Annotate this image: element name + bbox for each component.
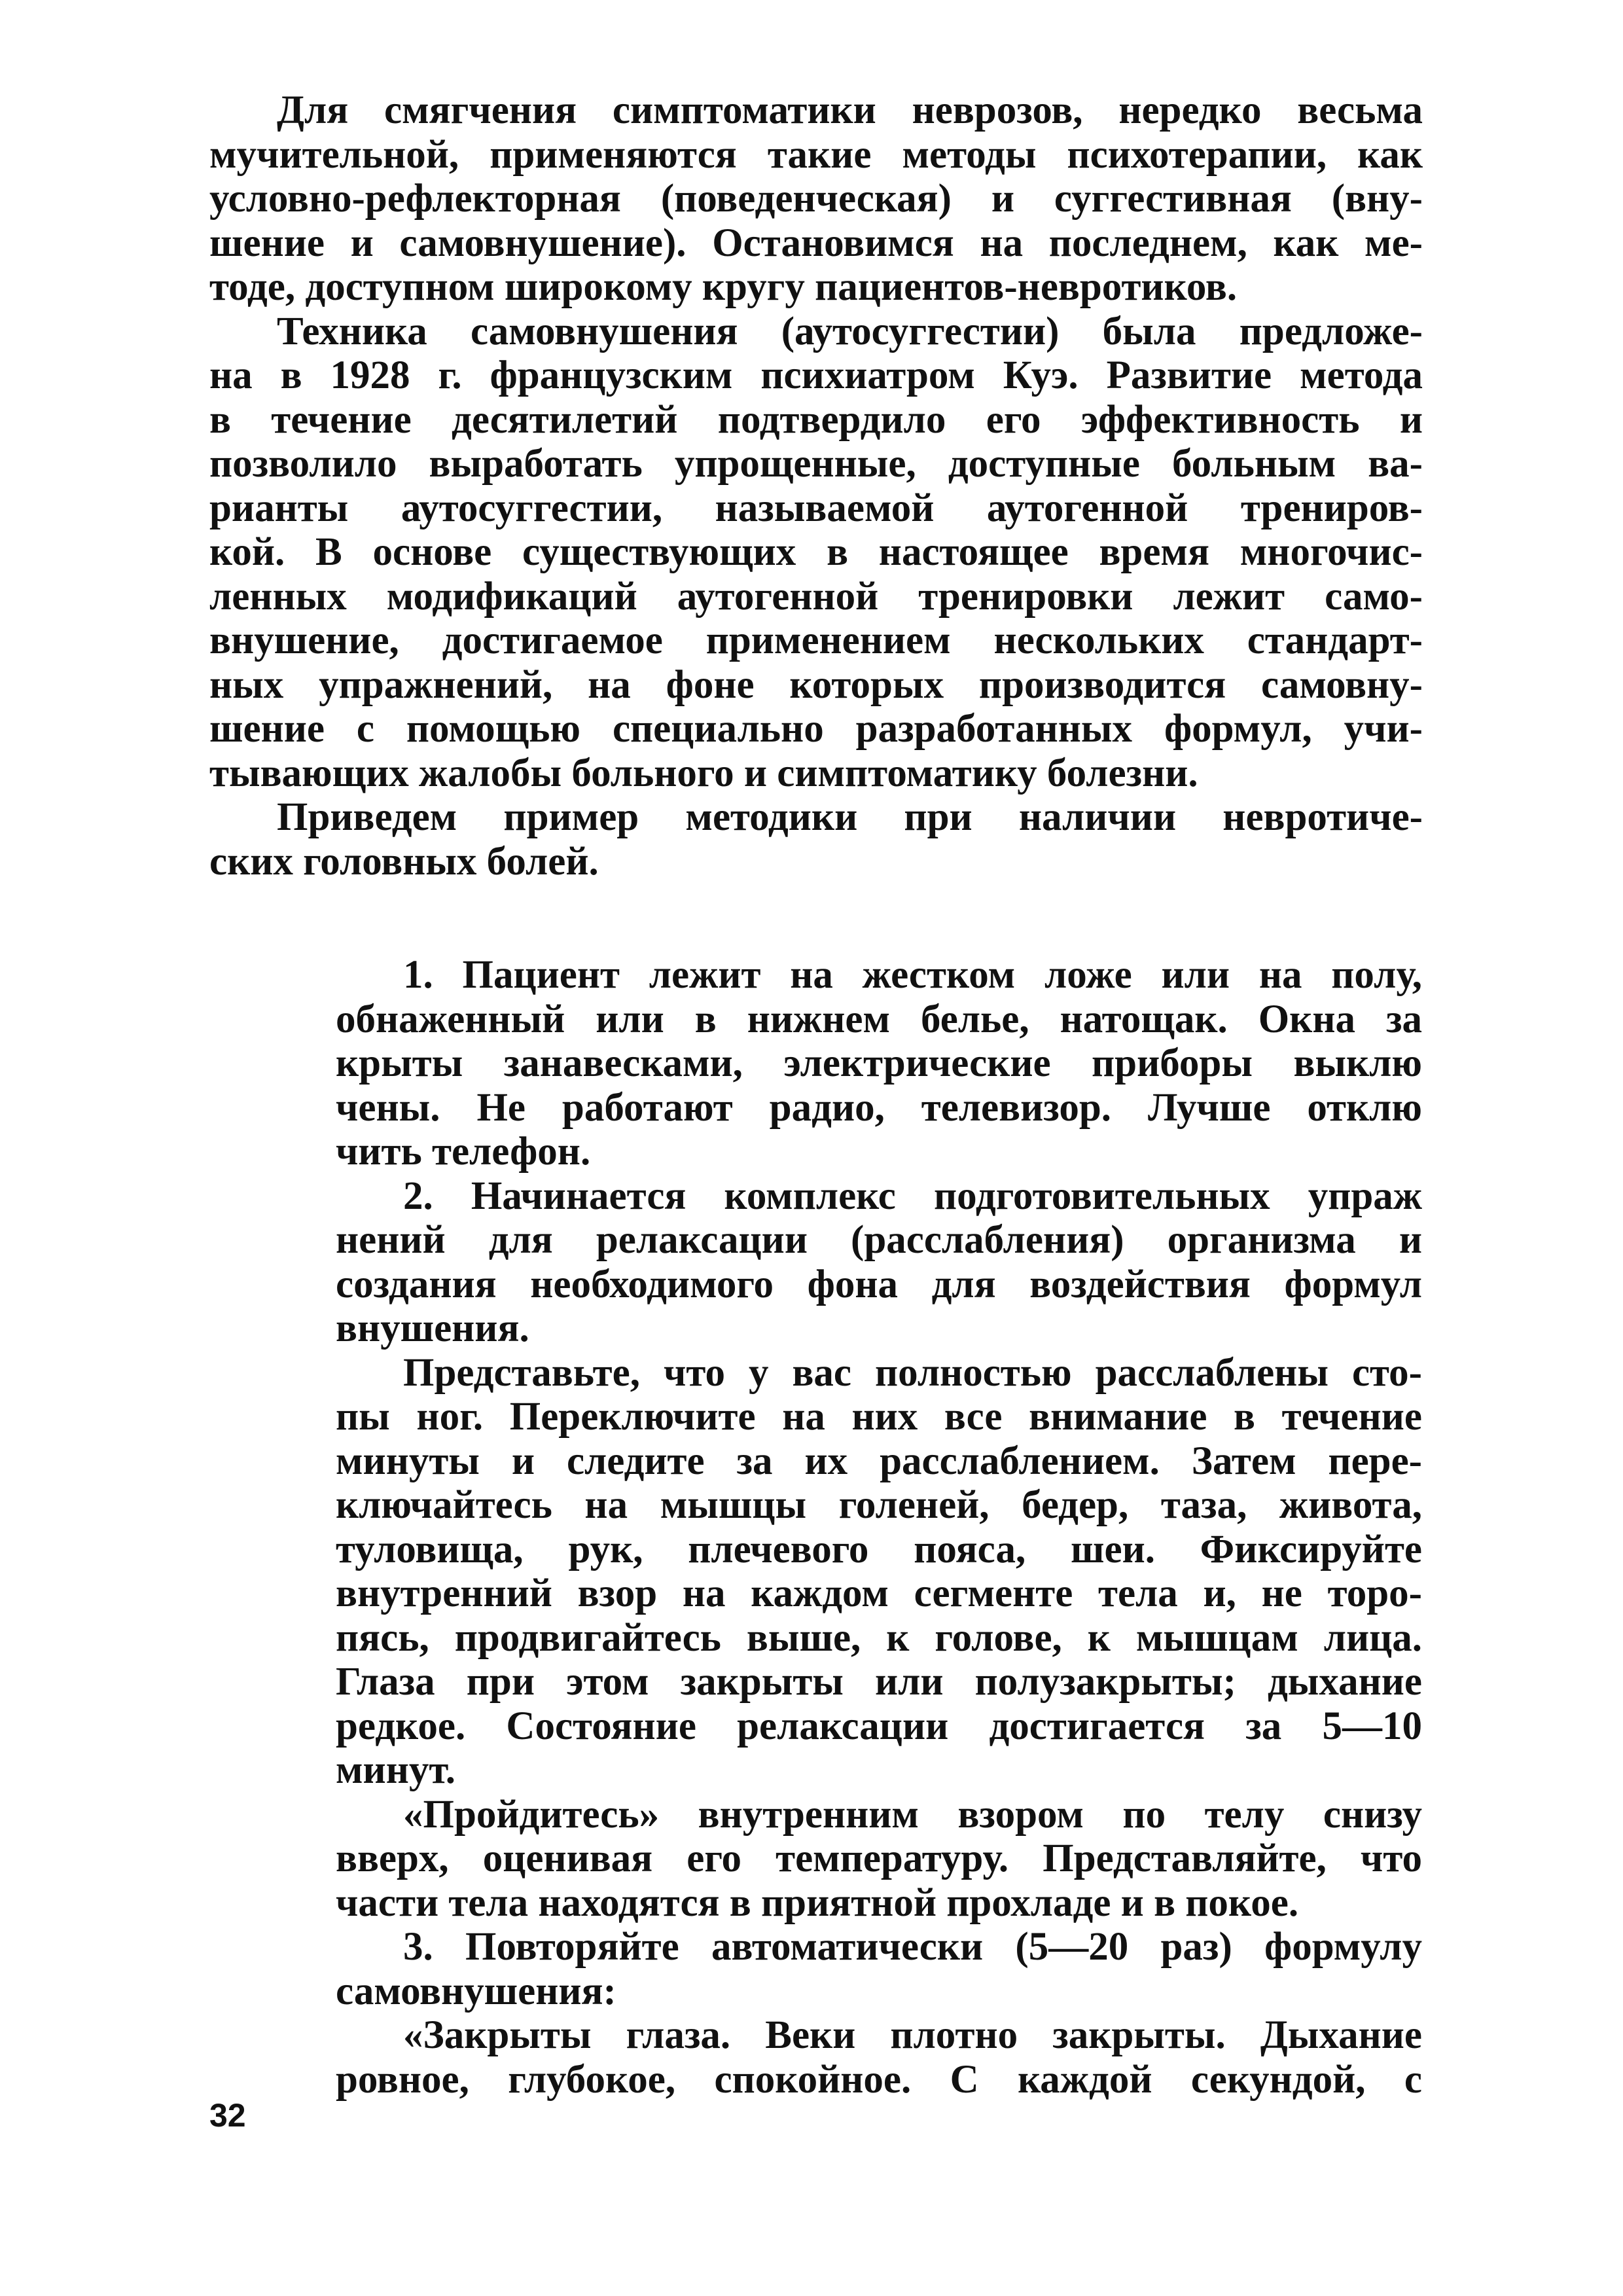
text-line: Глаза при этом закрыты или полузакрыты; дыхание: [336, 1660, 1422, 1704]
text-line: минут.: [336, 1748, 455, 1792]
text-line: тоде, доступном широкому кругу пациентов-невротиков.: [209, 265, 1238, 309]
text-line: кой. В основе существующих в настоящее время многочис-: [209, 530, 1423, 574]
text-line: на в 1928 г. французским психиатром Куэ. Развитие метода: [209, 353, 1423, 397]
text-line: минуты и следите за их расслаблением. Затем пере-: [336, 1439, 1422, 1483]
text-line: 1. Пациент лежит на жестком ложе или на полу,: [403, 953, 1422, 997]
text-line: рианты аутосуггестии, называемой аутогенной трениров-: [209, 486, 1423, 530]
text-line: самовнушения:: [336, 1969, 616, 2013]
text-line: чены. Не работают радио, телевизор. Лучше отклю: [336, 1085, 1422, 1130]
text-line: Приведем пример методики при наличии невротиче-: [277, 795, 1423, 839]
text-line: 2. Начинается комплекс подготовительных упраж: [403, 1174, 1422, 1218]
text-line: Для смягчения симптоматики неврозов, нередко весьма: [277, 88, 1423, 132]
text-line: вверх, оценивая его температуру. Представляйте, что: [336, 1837, 1422, 1880]
text-line: редкое. Состояние релаксации достигается за 5—10: [336, 1704, 1422, 1748]
text-line: внушение, достигаемое применением нескольких стандарт-: [209, 619, 1423, 662]
text-line: обнаженный или в нижнем белье, натощак. Окна за: [336, 997, 1422, 1041]
text-line: пы ног. Переключите на них все внимание в течение: [336, 1395, 1422, 1439]
text-line: ровное, глубокое, спокойное. С каждой секундой, с: [336, 2057, 1422, 2102]
text-line: позволило выработать упрощенные, доступные больным ва-: [209, 442, 1423, 486]
text-line: «Пройдитесь» внутренним взором по телу снизу: [403, 1792, 1422, 1837]
text-line: крыты занавесками, электрические приборы выклю: [336, 1041, 1422, 1085]
intro-text-block: [209, 88, 1423, 884]
text-line: Техника самовнушения (аутосуггестии) была предложе-: [277, 309, 1423, 353]
text-line: 3. Повторяйте автоматически (5—20 раз) формулу: [403, 1925, 1422, 1969]
text-line: ключайтесь на мышцы голеней, бедер, таза, живота,: [336, 1483, 1422, 1527]
page-number: 32: [209, 2097, 246, 2134]
text-line: в течение десятилетий подтвердило его эффективность и: [209, 397, 1423, 442]
exercise-text-block: [336, 953, 1422, 2102]
text-line: внушения.: [336, 1306, 529, 1350]
text-line: условно-рефлекторная (поведенческая) и суггестивная (вну-: [209, 177, 1423, 221]
text-line: туловища, рук, плечевого пояса, шеи. Фиксируйте: [336, 1527, 1422, 1571]
text-line: ских головных болей.: [209, 839, 599, 884]
text-line: шение с помощью специально разработанных формул, учи-: [209, 707, 1423, 751]
text-line: нений для релаксации (расслабления) организма и: [336, 1218, 1422, 1262]
text-line: части тела находятся в приятной прохладе и в покое.: [336, 1880, 1299, 1925]
text-line: тывающих жалобы больного и симптоматику болезни.: [209, 751, 1198, 795]
text-line: создания необходимого фона для воздействия формул: [336, 1262, 1422, 1306]
text-line: мучительной, применяются такие методы психотерапии, как: [209, 132, 1423, 177]
text-line: ленных модификаций аутогенной тренировки лежит само-: [209, 574, 1423, 619]
text-line: Представьте, что у вас полностью расслаблены сто-: [403, 1350, 1422, 1395]
text-line: ных упражнений, на фоне которых производится самовну-: [209, 662, 1423, 707]
text-line: внутренний взор на каждом сегменте тела и, не торо-: [336, 1571, 1422, 1615]
text-line: шение и самовнушение). Остановимся на последнем, как ме-: [209, 221, 1423, 265]
text-line: пясь, продвигайтесь выше, к голове, к мышцам лица.: [336, 1615, 1422, 1660]
text-line: чить телефон.: [336, 1130, 591, 1174]
text-line: «Закрыты глаза. Веки плотно закрыты. Дыхание: [403, 2013, 1422, 2057]
